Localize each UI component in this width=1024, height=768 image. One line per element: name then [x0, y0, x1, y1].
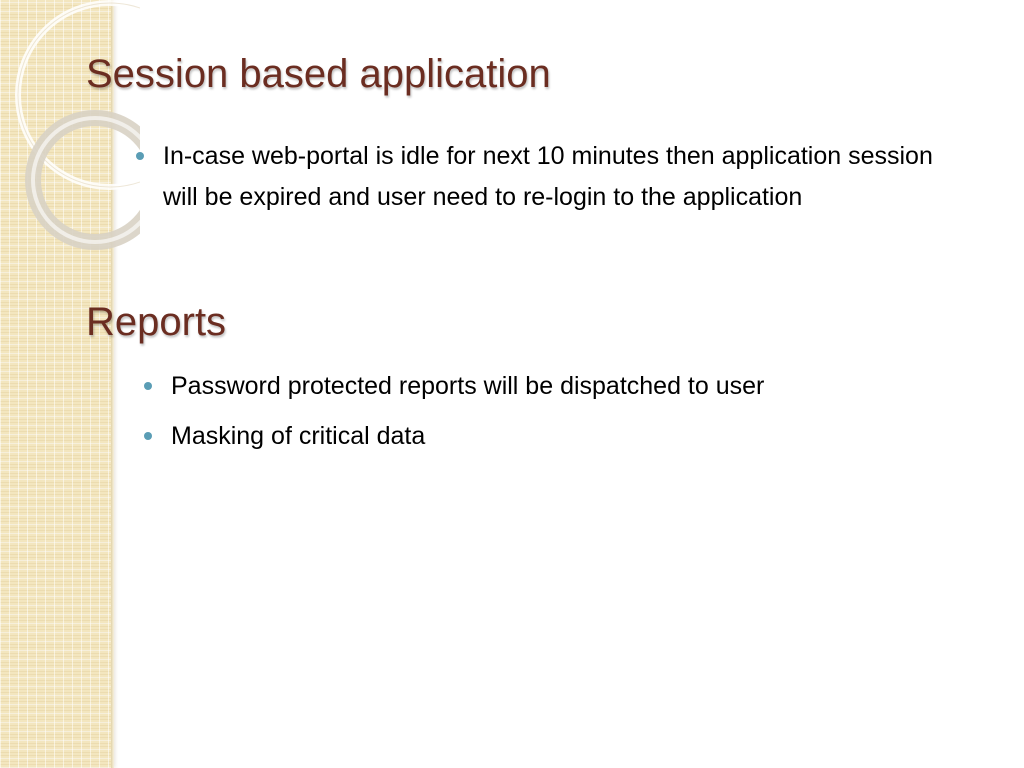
bullet-text: Password protected reports will be dispatched to user — [171, 372, 765, 400]
section-title-session: Session based application — [86, 52, 551, 96]
bullet-text: In-case web-portal is idle for next 10 minutes then application session will be expired and user need to re-login to the application — [163, 142, 933, 211]
reports-bullet-list — [144, 366, 964, 466]
bullet-item — [144, 416, 964, 457]
bullet-item — [144, 366, 964, 407]
bullet-text: Masking of critical data — [171, 422, 426, 450]
section-title-reports: Reports — [86, 300, 227, 344]
decorative-rings — [0, 0, 140, 260]
session-bullet-list — [136, 136, 936, 218]
bullet-dot-icon — [136, 152, 144, 160]
decorative-ring-lower-highlight — [33, 118, 140, 242]
bullet-item — [136, 136, 936, 218]
bullet-dot-icon — [144, 382, 152, 390]
bullet-dot-icon — [144, 432, 152, 440]
